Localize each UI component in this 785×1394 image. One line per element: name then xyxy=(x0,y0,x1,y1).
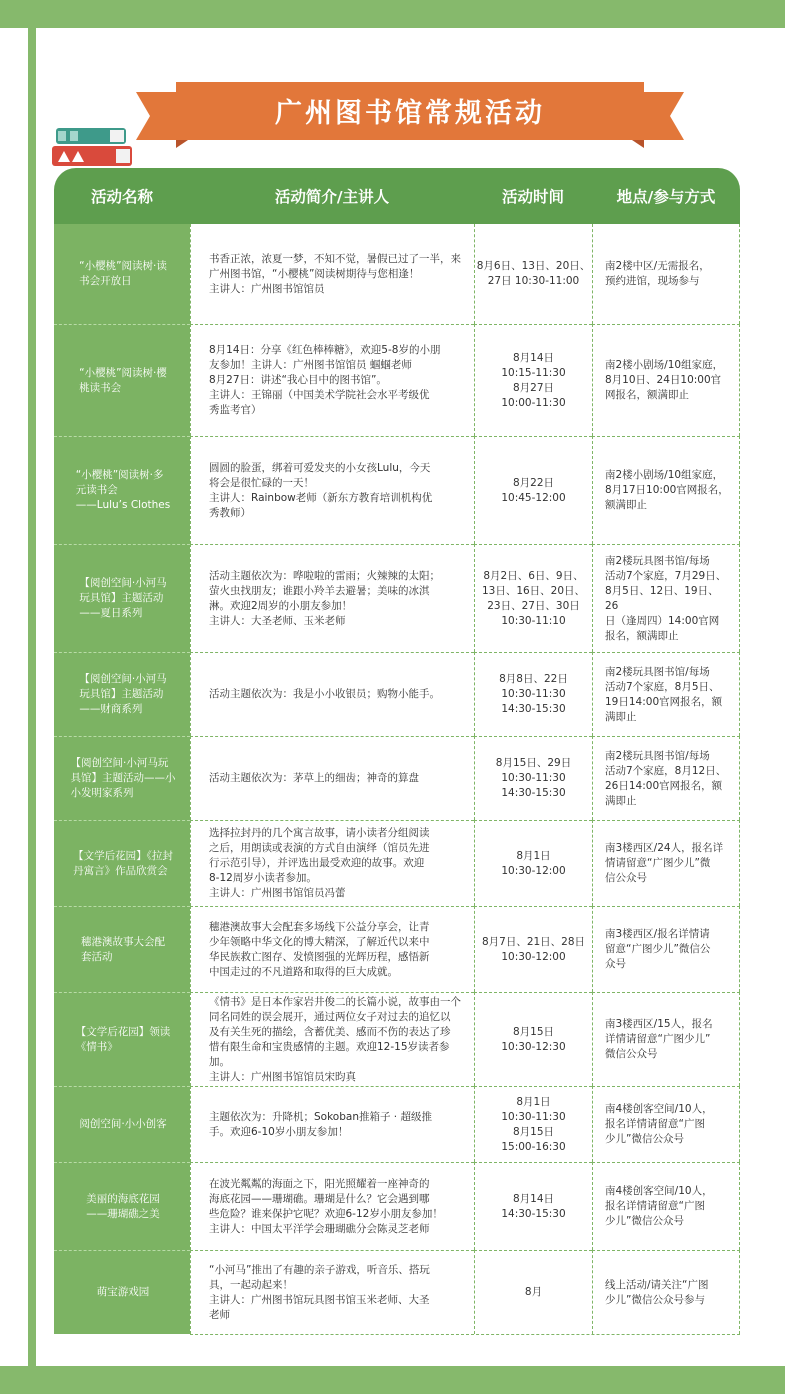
activity-time: 8月22日 10:45-12:00 xyxy=(474,436,592,544)
activity-name: 【文学后花园】领读 《情书》 xyxy=(54,992,190,1086)
table-row xyxy=(54,436,740,544)
table-row xyxy=(54,820,740,906)
top-frame-bar xyxy=(0,0,785,28)
activity-time: 8月1日 10:30-12:00 xyxy=(474,820,592,906)
activity-description: 活动主题依次为：哗啦啦的雷雨；火辣辣的太阳； 萤火虫找朋友；谁跟小羚羊去避暑；美味的冰淇 淋。欢迎2周岁的小朋友参加！ 主讲人：大圣老师、玉米老师 xyxy=(190,544,474,652)
activity-time: 8月6日、13日、20日、 27日 10:30-11:00 xyxy=(474,224,592,324)
header-location: 地点/参与方式 xyxy=(616,188,716,206)
table-header xyxy=(54,168,740,224)
table-row xyxy=(54,906,740,992)
page-title: 广州图书馆常规活动 xyxy=(275,97,545,129)
activity-name: 穗港澳故事大会配 套活动 xyxy=(54,906,190,992)
table-row xyxy=(54,736,740,820)
header-time: 活动时间 xyxy=(501,188,564,206)
table-row xyxy=(54,1162,740,1250)
activity-location: 南4楼创客空间/10人， 报名详情请留意“广图 少儿”微信公众号 xyxy=(592,1086,740,1162)
activity-time: 8月1日 10:30-11:30 8月15日 15:00-16:30 xyxy=(474,1086,592,1162)
activity-name: 【阅创空间·小河马 玩具馆】主题活动 ——财商系列 xyxy=(54,652,190,736)
activity-name: 【文学后花园】《拉封 丹寓言》作品欣赏会 xyxy=(54,820,190,906)
table-row xyxy=(54,652,740,736)
activity-location: 南2楼小剧场/10组家庭， 8月10日、24日10:00官 网报名，额满即止 xyxy=(592,324,740,436)
activity-description: 圆圆的脸蛋，绑着可爱发夹的小女孩Lulu，今天 将会是很忙碌的一天！ 主讲人：Rainbow老师（新东方教育培训机构优 秀教师） xyxy=(190,436,474,544)
activity-time: 8月2日、6日、9日、 13日、16日、20日、 23日、27日、30日 10:30-11:10 xyxy=(474,544,592,652)
header-activity-name: 活动名称 xyxy=(90,188,153,206)
activity-location: 南2楼玩具图书馆/每场 活动7个家庭，8月5日、 19日14:00官网报名，额 满即止 xyxy=(592,652,740,736)
activity-time: 8月15日、29日 10:30-11:30 14:30-15:30 xyxy=(474,736,592,820)
activity-location: 南2楼小剧场/10组家庭， 8月17日10:00官网报名， 额满即止 xyxy=(592,436,740,544)
table-row xyxy=(54,1086,740,1162)
activity-description: 8月14日：分享《红色棒棒糖》，欢迎5-8岁的小朋 友参加！主讲人：广州图书馆馆员 蝈蝈老师 8月27日：讲述“我心目中的图书馆”。 主讲人：王锦丽（中国美术学院社会水平考级优 秀监考官） xyxy=(190,324,474,436)
activity-location: 南2楼中区/无需报名， 预约进馆，现场参与 xyxy=(592,224,740,324)
activity-description: 在波光粼粼的海面之下，阳光照耀着一座神奇的 海底花园——珊瑚礁。珊瑚是什么？它会遇到哪 些危险？谁来保护它呢？欢迎6-12岁小朋友参加！ 主讲人：中国太平洋学会珊瑚礁分会陈灵芝老师 xyxy=(190,1162,474,1250)
table-row xyxy=(54,544,740,652)
activity-time: 8月 xyxy=(474,1250,592,1334)
activity-location: 南2楼玩具图书馆/每场 活动7个家庭，8月12日、 26日14:00官网报名，额 满即止 xyxy=(592,736,740,820)
activity-location: 线上活动/请关注“广图 少儿”微信公众号参与 xyxy=(592,1250,740,1334)
activity-name: “小樱桃”阅读树·读 书会开放日 xyxy=(54,224,190,324)
activity-description: 《情书》是日本作家岩井俊二的长篇小说，故事由一个 同名同姓的误会展开，通过两位女子对过去的追忆以 及有关生死的描绘，含蓄优美、感而不伤的表达了珍 惜有限生命和宝贵感情的主题。欢迎12-15岁读者参 加。 主讲人：广州图书馆馆员宋昀真 xyxy=(190,992,474,1086)
activity-table xyxy=(54,168,740,1338)
activity-description: 穗港澳故事大会配套多场线下公益分享会，让青 少年领略中华文化的博大精深，了解近代以来中 华民族救亡图存、发愤图强的光辉历程，感悟新 中国走过的不凡道路和取得的巨大成就。 xyxy=(190,906,474,992)
activity-name: 【阅创空间·小河马玩 具馆】主题活动——小 小发明家系列 xyxy=(54,736,190,820)
activity-name: 萌宝游戏园 xyxy=(54,1250,190,1334)
activity-time: 8月14日 14:30-15:30 xyxy=(474,1162,592,1250)
book-stack-icon xyxy=(52,126,142,170)
activity-time: 8月15日 10:30-12:30 xyxy=(474,992,592,1086)
table-row xyxy=(54,992,740,1086)
activity-name: 阅创空间·小小创客 xyxy=(54,1086,190,1162)
activity-time: 8月8日、22日 10:30-11:30 14:30-15:30 xyxy=(474,652,592,736)
activity-description: 选择拉封丹的几个寓言故事，请小读者分组阅读 之后，用朗读或表演的方式自由演绎（馆员先进 行示范引导），并评选出最受欢迎的故事。欢迎 8-12周岁小读者参加。 主讲人：广州图书馆馆员冯蕾 xyxy=(190,820,474,906)
table-row xyxy=(54,224,740,324)
table-row xyxy=(54,324,740,436)
activity-location: 南2楼玩具图书馆/每场 活动7个家庭，7月29日、 8月5日、12日、19日、26 日（逢周四）14:00官网 报名，额满即止 xyxy=(592,544,740,652)
activity-name: 【阅创空间·小河马 玩具馆】主题活动 ——夏日系列 xyxy=(54,544,190,652)
left-frame-bar xyxy=(28,28,36,1366)
activity-name: 美丽的海底花园 ——珊瑚礁之美 xyxy=(54,1162,190,1250)
activity-time: 8月14日 10:15-11:30 8月27日 10:00-11:30 xyxy=(474,324,592,436)
table-row xyxy=(54,1250,740,1334)
activity-time: 8月7日、21日、28日 10:30-12:00 xyxy=(474,906,592,992)
activity-location: 南3楼西区/15人，报名 详情请留意“广图少儿” 微信公众号 xyxy=(592,992,740,1086)
activity-description: 活动主题依次为：茅草上的细齿；神奇的算盘 xyxy=(190,736,474,820)
table-bottom-border xyxy=(190,1334,740,1335)
bottom-frame-bar xyxy=(0,1366,785,1394)
activity-location: 南3楼西区/24人，报名详 情请留意“广图少儿”微 信公众号 xyxy=(592,820,740,906)
activity-description: 书香正浓，浓夏一梦，不知不觉，暑假已过了一半，来 广州图书馆，“小樱桃”阅读树期待与您相逢！ 主讲人：广州图书馆馆员 xyxy=(190,224,474,324)
header-description: 活动简介/主讲人 xyxy=(274,188,390,206)
activity-location: 南3楼西区/报名详情请 留意“广图少儿”微信公 众号 xyxy=(592,906,740,992)
activity-name: “小樱桃”阅读树·多 元读书会 ——Lulu’s Clothes xyxy=(54,436,190,544)
activity-location: 南4楼创客空间/10人， 报名详情请留意“广图 少儿”微信公众号 xyxy=(592,1162,740,1250)
activity-description: 活动主题依次为：我是小小收银员；购物小能手。 xyxy=(190,652,474,736)
activity-name: “小樱桃”阅读树·樱 桃读书会 xyxy=(54,324,190,436)
activity-description: 主题依次为：升降机；Sokoban推箱子 · 超级推 手。欢迎6-10岁小朋友参加！ xyxy=(190,1086,474,1162)
activity-description: “小河马”推出了有趣的亲子游戏，听音乐、搭玩 具，一起动起来！ 主讲人：广州图书馆玩具图书馆玉米老师、大圣 老师 xyxy=(190,1250,474,1334)
title-banner xyxy=(136,78,684,148)
